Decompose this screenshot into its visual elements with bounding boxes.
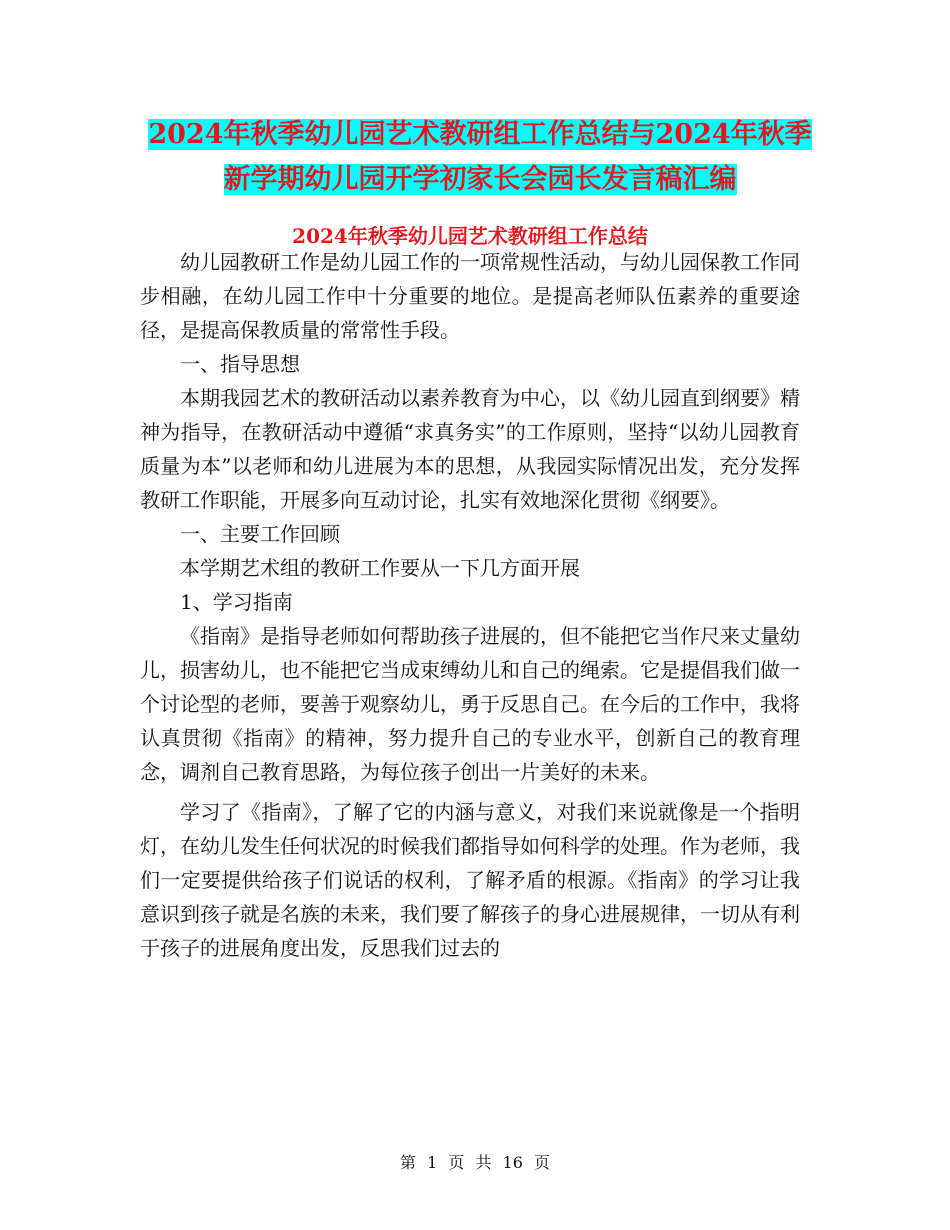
page-footer: 第 1 页 共 16 页 [400, 1153, 550, 1172]
title-line-1: 2024年秋季幼儿园艺术教研组工作总结与2024年秋季 [148, 119, 812, 150]
paragraph: 《指南》是指导老师如何帮助孩子进展的，但不能把它当作尺来丈量幼儿，损害幼儿，也不能把它当成束缚幼儿和自己的绳索。它是提倡我们做一个讨论型的老师，要善于观察幼儿，勇于反思自己。在今后的工作中，我将认真贯彻《指南》的精神，努力提升自己的专业水平，创新自己的教育理念，调剂自己教育思路，为每位孩子创出一片美好的未来。 [140, 624, 800, 784]
section-title: 2024年秋季幼儿园艺术教研组工作总结 [292, 224, 648, 248]
document-body [140, 245, 800, 965]
paragraph: 本学期艺术组的教研工作要从一下几方面开展 [180, 556, 580, 580]
paragraph: 学习了《指南》，了解了它的内涵与意义，对我们来说就像是一个指明灯，在幼儿发生任何状况的时候我们都指导如何科学的处理。作为老师，我们一定要提供给孩子们说话的权利，了解矛盾的根源。《指南》的学习让我意识到孩子就是名族的未来，我们要了解孩子的身心进展规律，一切从有利于孩子的进展角度出发，反思我们过去的 [140, 800, 800, 960]
paragraph: 幼儿园教研工作是幼儿园工作的一项常规性活动，与幼儿园保教工作同步相融，在幼儿园工作中十分重要的地位。是提高老师队伍素养的重要途径，是提高保教质量的常常性手段。 [140, 250, 800, 342]
heading-work-review: 一、主要工作回顾 [180, 522, 340, 546]
heading-study-guide: 1、学习指南 [180, 590, 293, 614]
title-line-2: 新学期幼儿园开学初家长会园长发言稿汇编 [223, 164, 737, 195]
heading-guiding-ideology: 一、指导思想 [180, 352, 300, 376]
paragraph: 本期我园艺术的教研活动以素养教育为中心，以《幼儿园直到纲要》精神为指导，在教研活动中遵循“求真务实”的工作原则，坚持“以幼儿园教育质量为本”以老师和幼儿进展为本的思想，从我园实际情况出发，充分发挥教研工作职能，开展多向互动讨论，扎实有效地深化贯彻《纲要》。 [140, 386, 800, 512]
document-title [140, 112, 820, 202]
